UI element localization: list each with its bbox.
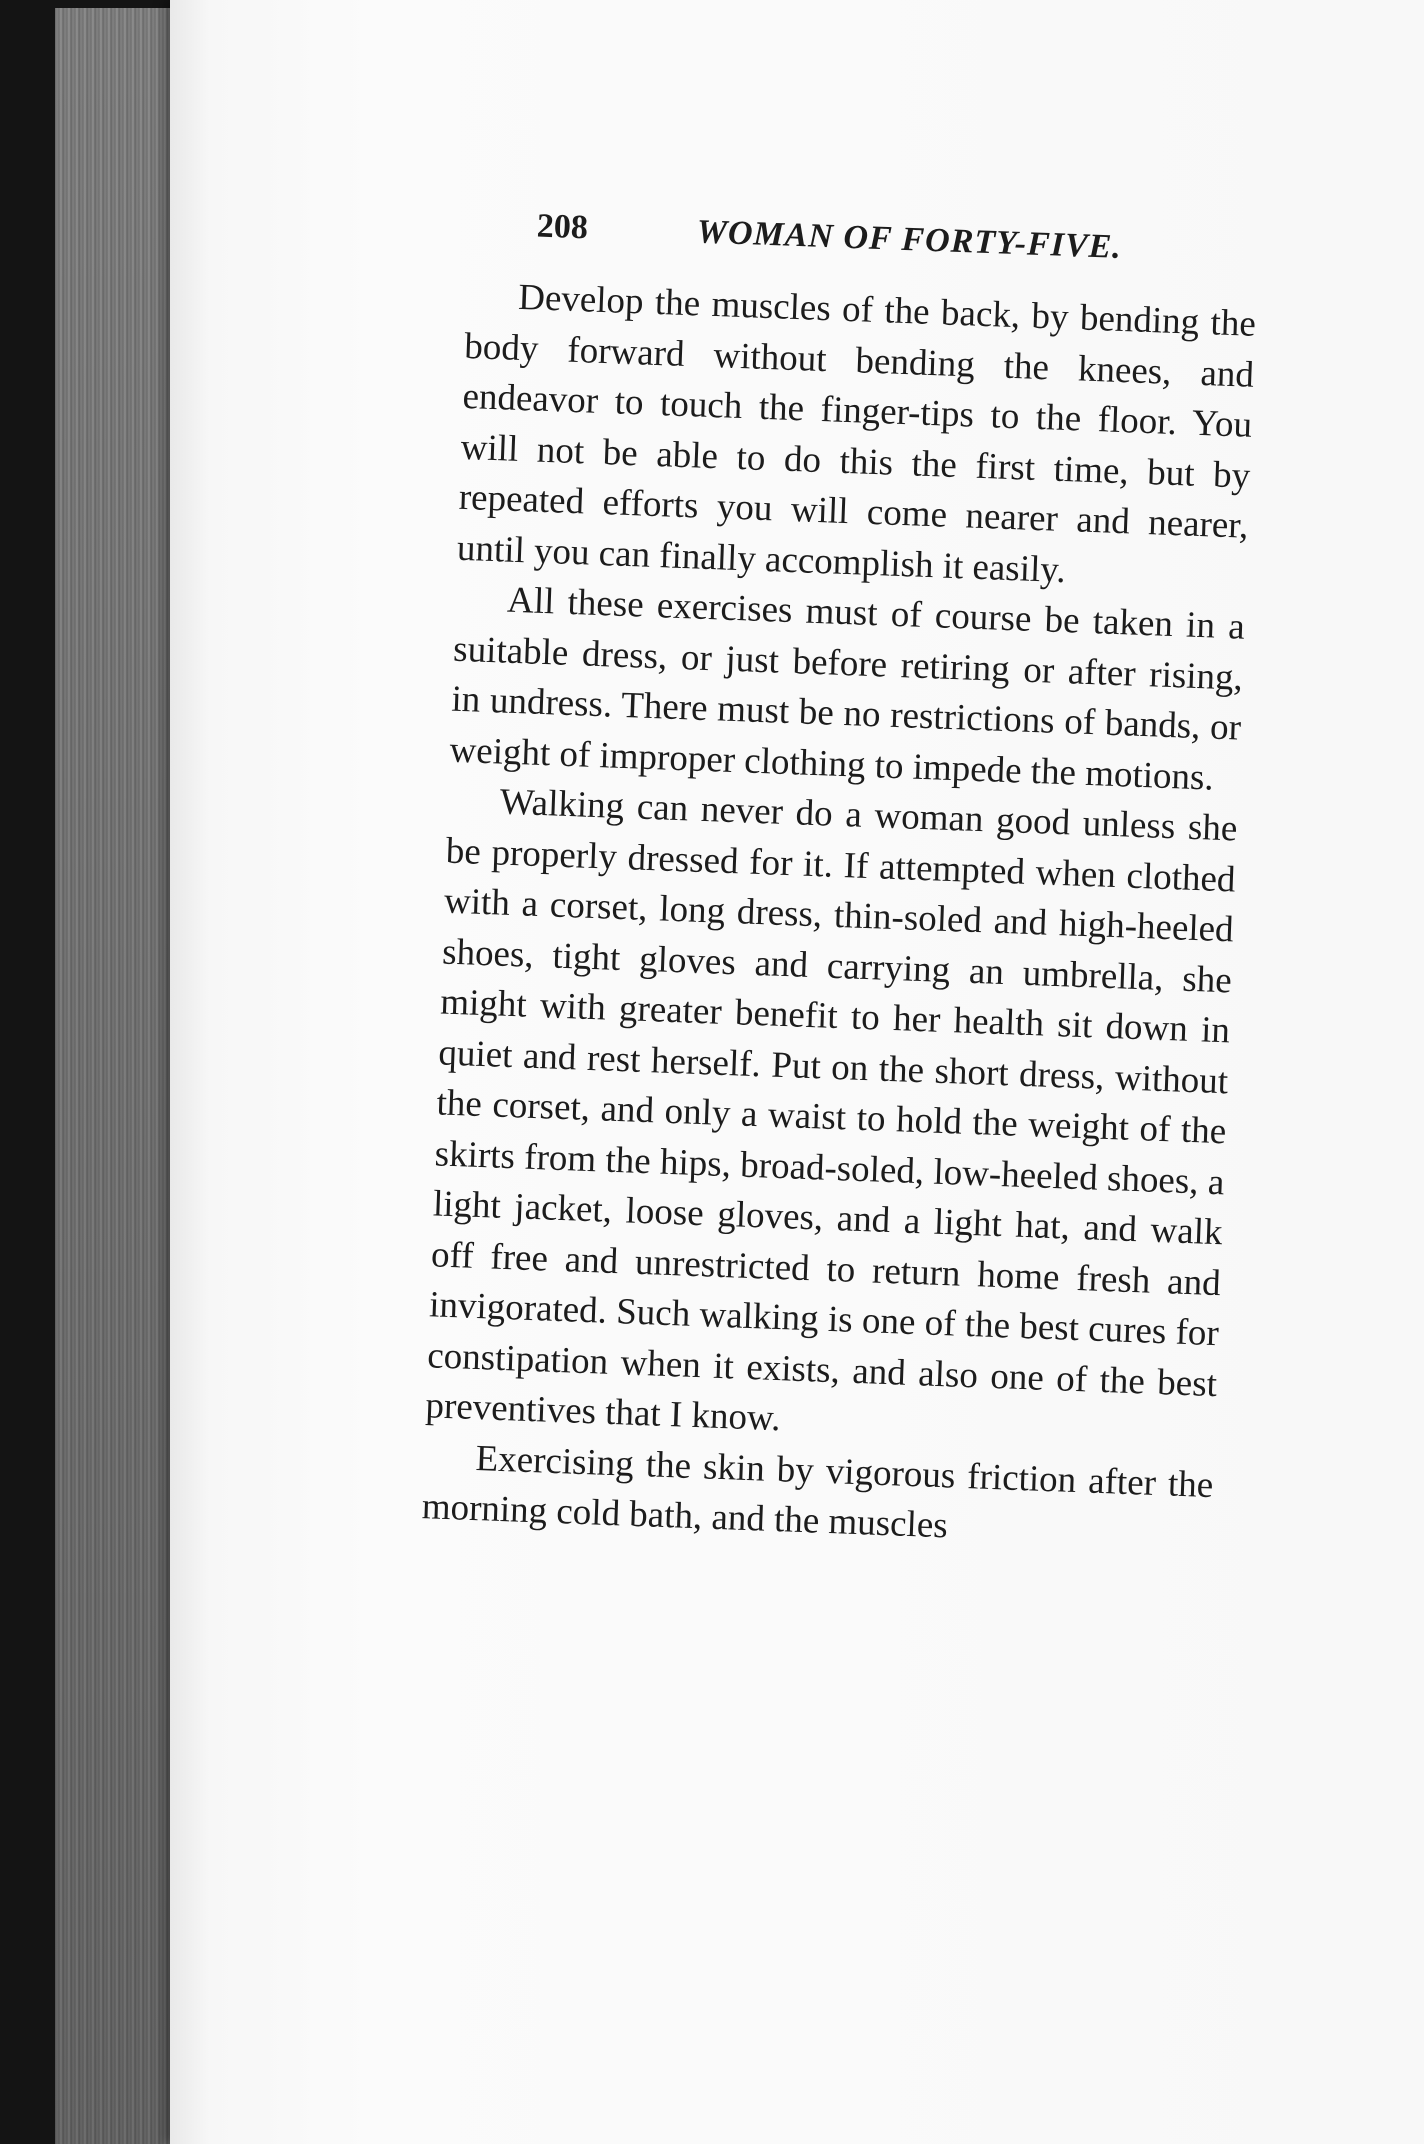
paragraph: All these exercises must of course be taken in a suitable dress, or just before retiring or after rising, in undress. There must be no restrictions of bands, or weight of improper clothing to impede the motions. xyxy=(448,579,1246,799)
paragraph: Exercising the skin by vigorous friction after the morning cold bath, and the muscles xyxy=(421,1437,1214,1547)
text-block xyxy=(421,195,1260,1562)
body-text xyxy=(421,271,1257,1562)
page-number: 208 xyxy=(536,207,589,247)
paragraph: Develop the muscles of the back, by bending the body forward without bending the knees, and endeavor to touch the finger-tips to the floor. You will not be able to do this the first time, but by repeated efforts you will come nearer and nearer, until you can finally accomplish it easily. xyxy=(456,276,1257,591)
paragraph: Walking can never do a woman good unless she be properly dressed for it. If attempted when clothed with a corset, long dress, thin-soled and high-heeled shoes, tight gloves and carrying an umbrella, she might with greater benefit to her health sit down in quiet and rest herself. Put on the short dress, without the corset, and only a waist to hold the weight of the skirts from the hips, broad-soled, low-heeled shoes, a light jacket, loose gloves, and a light hat, and walk off free and unrestricted to return home fresh and invigorated. Such walking is one of the best cures for constipation when it exists, and also one of the best preventives that I know. xyxy=(424,781,1239,1440)
running-title: WOMAN OF FORTY-FIVE. xyxy=(696,213,1123,266)
